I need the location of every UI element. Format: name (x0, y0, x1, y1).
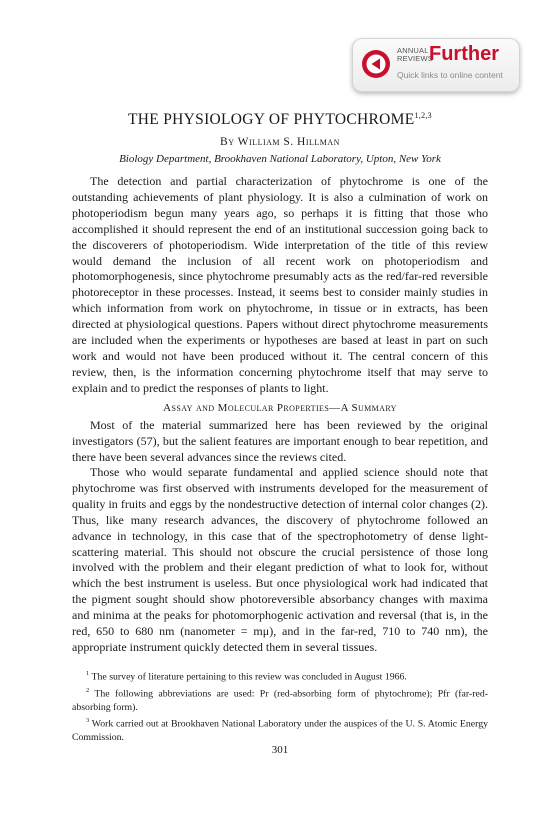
article-title (0, 111, 560, 129)
further-links-badge[interactable] (352, 38, 520, 92)
intro-paragraph: The detection and partial characterization of phytochrome is one of the outstanding achievements of plant physiology. It is also a culmination of work on photoperiodism begun many years ago, so perhaps it is fitting that those who accomplished it should represent the end of an institutional succession going back to the discoverers of photoperiodism. Wide interpretation of the title of this review would demand the inclusion of all recent work on photoperiodism and photomorphogenesis, since phytochrome presumably acts as the red/far-red reversible photoreceptor in these processes. Instead, it seems best to consider mainly studies in which information from work on phytochrome, in tissue or in extracts, has been directed at physiological questions. Papers without direct phytochrome measurements are included when the experiments or hypotheses are based at least in part on such work and would not have been produced without it. The central concern of this review, then, is the information concerning phytochrome itself that may serve to explain and to predict the responses of plants to light. (72, 174, 488, 395)
article-title-text: THE PHYSIOLOGY OF PHYTOCHROME (128, 111, 415, 128)
badge-reviews-label: REVIEWS (397, 54, 433, 63)
footnote (72, 714, 488, 744)
footnote-text: The following abbreviations are used: Pr (red-absorbing form of phytochrome); Pfr (far-red-absorbing form). (72, 688, 488, 713)
author-line: By William S. Hillman (220, 136, 340, 148)
badge-further-label: Further (429, 43, 499, 65)
assay-paragraph-2-block (72, 465, 488, 656)
footnotes (72, 667, 488, 744)
assay-paragraph-2: Those who would separate fundamental and applied science should note that phytochrome was first observed with instruments developed for the measurement of quality in fruits and eggs by the nondestructive detection of internal color changes (2). Thus, like many research advances, the discovery of phytochrome followed an advance in technology, in this case that of the spectrophotometry of dense light-scattering material. This should not obscure the crucial persistence of those long involved with the problem and their elegant prediction of what to look for, without which the best instrument is useless. But once physiological work had indicated that the pigment sought should show photoreversible absorbancy changes with maxima and minima at the peaks for photomorphogenic activation and reversal (that is, in the red, 650 to 680 nm (nanometer = mμ), and in the far-red, 710 to 740 nm), the appropriate instrument quickly detected them in several tissues. (72, 465, 488, 654)
badge-annual-label: ANNUAL (397, 46, 429, 55)
badge-subtitle: Quick links to online content (397, 70, 503, 80)
footnote-mark: 3 (86, 717, 90, 725)
page-number: 301 (271, 744, 289, 756)
footnote-text: Work carried out at Brookhaven National Laboratory under the auspices of the U. S. Atomic Energy Commission. (72, 718, 488, 743)
footnote-text: The survey of literature pertaining to this review was concluded in August 1966. (91, 671, 407, 683)
assay-paragraph-1: Most of the material summarized here has been reviewed by the original investigators (57), but the salient features are important enough to bear repetition, and there have been several advances since the reviews cited. (72, 418, 488, 464)
footnote (72, 667, 488, 684)
footnote-mark: 2 (86, 686, 90, 694)
section-heading: Assay and Molecular Properties—A Summary (163, 402, 397, 414)
play-arrow-icon (361, 49, 391, 79)
assay-paragraph-1-block (72, 418, 488, 466)
footnote-mark: 1 (86, 670, 90, 677)
intro-paragraph-block (72, 174, 488, 397)
title-footnote-marks: 1,2,3 (414, 110, 432, 120)
author-affiliation: Biology Department, Brookhaven National Laboratory, Upton, New York (119, 153, 441, 165)
footnote (72, 684, 488, 714)
